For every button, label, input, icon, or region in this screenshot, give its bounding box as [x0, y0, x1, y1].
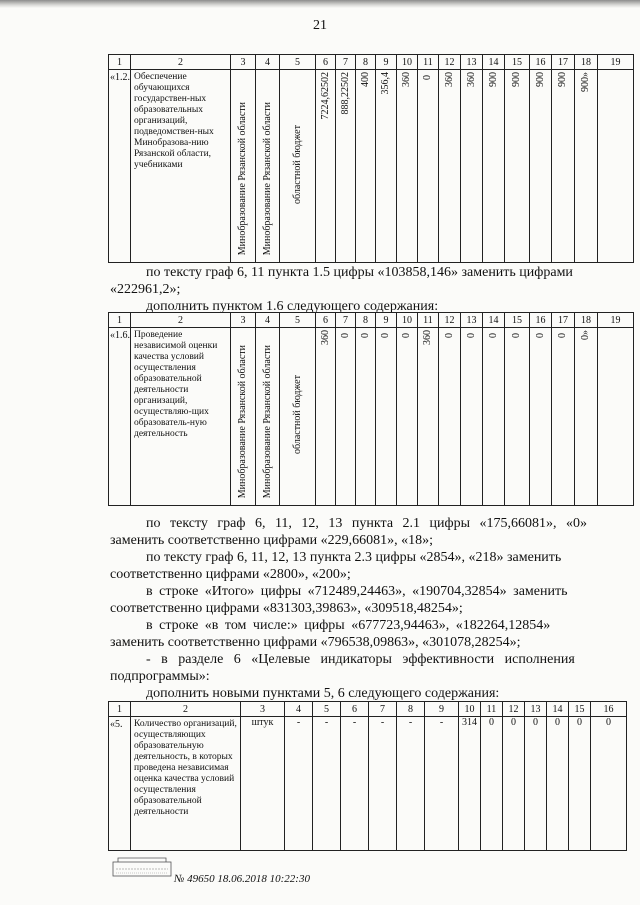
amend-text: по тексту граф 6, 11 пункта 1.5 цифры «103858,146» заменить цифрами	[146, 265, 573, 280]
item-name: Проведение независимой оценки качества условий осуществления образовательной деятельности организаций, осуществляю-щих образователь-ную деятельность	[131, 328, 231, 506]
amend-text: по тексту граф 6, 11, 12, 13 пункта 2.1 цифры «175,66081», «0»	[146, 516, 587, 531]
table-row: «1.2. Обеспечение обучающихся государствен-ных образовательных организаций, подведомствен-ных Минобразова-нию Рязанской области, учебниками Минобразование Рязанской области Минобразование Рязанской области областной бюджет 7224,62502 888,22502 400 356,4 360 0 360 360 900 900 900 900 900»	[109, 70, 634, 263]
table-row: «5. Количество организаций, осуществляющих образовательную деятельность, в которых проведена независимая оценка качества условий осуществления образовательной деятельности штук - - - - - - 314 0 0 0 0 0 0	[109, 717, 627, 851]
amend-text: дополнить новыми пунктами 5, 6 следующего содержания:	[146, 686, 500, 701]
amend-text: в строке «в том числе:» цифры «677723,94463», «182264,12854»	[146, 618, 551, 633]
table-row: «1.6. Проведение независимой оценки качества условий осуществления образовательной деятельности организаций, осуществляю-щих образователь-ную деятельность Минобразование Рязанской области Минобразование Рязанской области областной бюджет 360 0 0 0 0 360 0 0 0 0 0 0 0»	[109, 328, 634, 506]
item-number: «1.6.	[109, 328, 131, 506]
amend-text: дополнить пунктом 1.6 следующего содержания:	[146, 299, 439, 314]
table-program-items-1	[108, 54, 634, 263]
table-program-items-2	[108, 312, 634, 506]
table-header-row: 1 2 3 4 5 6 7 8 9 10 11 12 13 14 15 16 17 18 19	[109, 55, 634, 70]
table-header-row: 1 2 3 4 5 6 7 8 9 10 11 12 13 14 15 16	[109, 702, 627, 717]
registration-footer: № 49650 18.06.2018 10:22:30	[174, 873, 310, 885]
amend-text: по тексту граф 6, 11, 12, 13 пункта 2.3 цифры «2854», «218» заменить	[146, 550, 562, 565]
table-header-row: 1 2 3 4 5 6 7 8 9 10 11 12 13 14 15 16 17 18 19	[109, 313, 634, 328]
item-name: Количество организаций, осуществляющих образовательную деятельность, в которых проведена независимая оценка качества условий осуществления образовательной деятельности	[131, 717, 241, 851]
item-number: «1.2.	[109, 70, 131, 263]
item-number: «5.	[109, 717, 131, 851]
executor-cell: Минобразование Рязанской области	[261, 344, 273, 498]
amend-text: заменить соответственно цифрами «796538,09863», «301078,28254»;	[110, 635, 521, 650]
funding-source-cell: областной бюджет	[291, 375, 303, 455]
executor-cell: Минобразование Рязанской области	[261, 101, 273, 255]
table-indicators	[108, 701, 627, 851]
amend-text: в строке «Итого» цифры «712489,24463», «190704,32854» заменить	[146, 584, 568, 599]
amend-text: соответственно цифрами «2800», «200»;	[110, 567, 351, 582]
funding-source-cell: областной бюджет	[291, 124, 303, 204]
page-number: 21	[313, 18, 327, 33]
amend-text: «222961,2»;	[110, 282, 181, 297]
executor-cell: Минобразование Рязанской области	[237, 344, 248, 498]
executor-cell: Минобразование Рязанской области	[237, 101, 248, 255]
document-stamp-icon	[112, 856, 172, 878]
item-name: Обеспечение обучающихся государствен-ных образовательных организаций, подведомствен-ных Минобразова-нию Рязанской области, учебниками	[131, 70, 231, 263]
amend-text: заменить соответственно цифрами «229,66081», «18»;	[110, 533, 434, 548]
scan-edge	[0, 0, 640, 8]
amend-text: - в разделе 6 «Целевые индикаторы эффективности исполнения	[146, 652, 575, 667]
amend-text: соответственно цифрами «831303,39863», «309518,48254»;	[110, 601, 463, 616]
amend-text: подпрограммы»:	[110, 669, 210, 684]
